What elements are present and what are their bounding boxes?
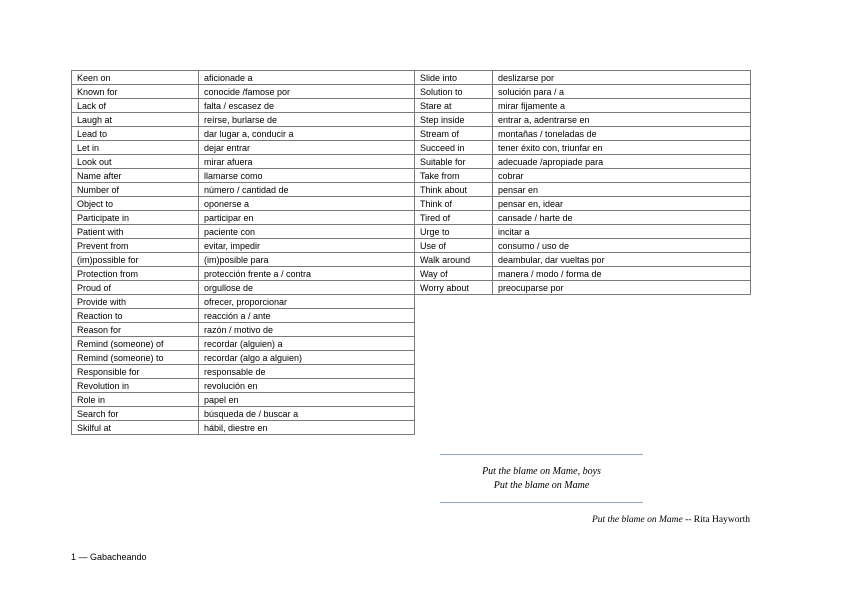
spanish-translation-cell: (im)posible para: [199, 253, 415, 267]
quote-line-1: Put the blame on Mame, boys: [482, 466, 601, 477]
english-phrase-cell: Take from: [415, 169, 493, 183]
english-phrase-cell: Let in: [72, 141, 199, 155]
english-phrase-cell: Worry about: [415, 281, 493, 295]
table-row: [72, 393, 415, 407]
spanish-translation-cell: búsqueda de / buscar a: [199, 407, 415, 421]
spanish-translation-cell: responsable de: [199, 365, 415, 379]
english-phrase-cell: Succeed in: [415, 141, 493, 155]
table-row: [415, 99, 751, 113]
spanish-translation-cell: incitar a: [493, 225, 751, 239]
table-row: [72, 351, 415, 365]
english-phrase-cell: Solution to: [415, 85, 493, 99]
spanish-translation-cell: mirar afuera: [199, 155, 415, 169]
english-phrase-cell: Remind (someone) to: [72, 351, 199, 365]
english-phrase-cell: Walk around: [415, 253, 493, 267]
table-row: [72, 281, 415, 295]
spanish-translation-cell: aficionade a: [199, 71, 415, 85]
spanish-translation-cell: ofrecer, proporcionar: [199, 295, 415, 309]
phrasal-table-left: [71, 70, 415, 435]
english-phrase-cell: Use of: [415, 239, 493, 253]
table-row: [415, 71, 751, 85]
spanish-translation-cell: adecuade /apropiade para: [493, 155, 751, 169]
english-phrase-cell: Tired of: [415, 211, 493, 225]
english-phrase-cell: Protection from: [72, 267, 199, 281]
table-row: [72, 127, 415, 141]
table-row: [72, 155, 415, 169]
english-phrase-cell: Stare at: [415, 99, 493, 113]
table-row: [72, 309, 415, 323]
english-phrase-cell: Slide into: [415, 71, 493, 85]
english-phrase-cell: Number of: [72, 183, 199, 197]
english-phrase-cell: Reaction to: [72, 309, 199, 323]
spanish-translation-cell: entrar a, adentrarse en: [493, 113, 751, 127]
spanish-translation-cell: participar en: [199, 211, 415, 225]
spanish-translation-cell: número / cantidad de: [199, 183, 415, 197]
english-phrase-cell: Skilful at: [72, 421, 199, 435]
spanish-translation-cell: razón / motivo de: [199, 323, 415, 337]
table-row: [72, 197, 415, 211]
quote-attribution: [592, 515, 750, 525]
english-phrase-cell: Role in: [72, 393, 199, 407]
table-row: [415, 197, 751, 211]
table-row: [72, 183, 415, 197]
table-row: [72, 407, 415, 421]
english-phrase-cell: Think of: [415, 197, 493, 211]
table-row: [72, 239, 415, 253]
english-phrase-cell: Lack of: [72, 99, 199, 113]
spanish-translation-cell: deambular, dar vueltas por: [493, 253, 751, 267]
artist-name: -- Rita Hayworth: [682, 515, 750, 525]
spanish-translation-cell: revolución en: [199, 379, 415, 393]
spanish-translation-cell: solución para / a: [493, 85, 751, 99]
english-phrase-cell: Search for: [72, 407, 199, 421]
spanish-translation-cell: recordar (alguien) a: [199, 337, 415, 351]
spanish-translation-cell: deslizarse por: [493, 71, 751, 85]
spanish-translation-cell: pensar en: [493, 183, 751, 197]
table-row: [72, 295, 415, 309]
table-row: [72, 225, 415, 239]
spanish-translation-cell: protección frente a / contra: [199, 267, 415, 281]
spanish-translation-cell: cansade / harte de: [493, 211, 751, 225]
table-row: [72, 99, 415, 113]
table-body: [72, 71, 415, 435]
spanish-translation-cell: manera / modo / forma de: [493, 267, 751, 281]
table-row: [72, 253, 415, 267]
spanish-translation-cell: llamarse como: [199, 169, 415, 183]
english-phrase-cell: Laugh at: [72, 113, 199, 127]
english-phrase-cell: Lead to: [72, 127, 199, 141]
english-phrase-cell: Revolution in: [72, 379, 199, 393]
spanish-translation-cell: reírse, burlarse de: [199, 113, 415, 127]
english-phrase-cell: Keen on: [72, 71, 199, 85]
english-phrase-cell: Suitable for: [415, 155, 493, 169]
table-row: [415, 211, 751, 225]
spanish-translation-cell: montañas / toneladas de: [493, 127, 751, 141]
spanish-translation-cell: paciente con: [199, 225, 415, 239]
table-row: [72, 211, 415, 225]
english-phrase-cell: Step inside: [415, 113, 493, 127]
table-row: [72, 71, 415, 85]
table-row: [415, 281, 751, 295]
table-body: [415, 71, 751, 295]
table-row: [72, 113, 415, 127]
table-row: [72, 85, 415, 99]
table-row: [415, 141, 751, 155]
table-row: [415, 85, 751, 99]
spanish-translation-cell: conocide /famose por: [199, 85, 415, 99]
table-row: [415, 155, 751, 169]
song-title: Put the blame on Mame: [591, 515, 683, 525]
table-row: [415, 253, 751, 267]
english-phrase-cell: Responsible for: [72, 365, 199, 379]
table-row: [72, 421, 415, 435]
spanish-translation-cell: cobrar: [493, 169, 751, 183]
spanish-translation-cell: papel en: [199, 393, 415, 407]
english-phrase-cell: Stream of: [415, 127, 493, 141]
english-phrase-cell: Provide with: [72, 295, 199, 309]
quote-line-2: Put the blame on Mame: [493, 480, 590, 491]
english-phrase-cell: Look out: [72, 155, 199, 169]
spanish-translation-cell: oponerse a: [199, 197, 415, 211]
english-phrase-cell: Way of: [415, 267, 493, 281]
spanish-translation-cell: consumo / uso de: [493, 239, 751, 253]
page-footer: 1 — Gabacheando: [71, 552, 147, 562]
table-row: [415, 113, 751, 127]
spanish-translation-cell: hábil, diestre en: [199, 421, 415, 435]
spanish-translation-cell: preocuparse por: [493, 281, 751, 295]
table-row: [415, 267, 751, 281]
table-row: [415, 169, 751, 183]
table-row: [72, 337, 415, 351]
spanish-translation-cell: recordar (algo a alguien): [199, 351, 415, 365]
english-phrase-cell: (im)possible for: [72, 253, 199, 267]
phrasal-table-right: [414, 70, 751, 295]
spanish-translation-cell: orgullose de: [199, 281, 415, 295]
spanish-translation-cell: pensar en, idear: [493, 197, 751, 211]
table-row: [72, 169, 415, 183]
english-phrase-cell: Proud of: [72, 281, 199, 295]
table-row: [72, 365, 415, 379]
spanish-translation-cell: reacción a / ante: [199, 309, 415, 323]
english-phrase-cell: Participate in: [72, 211, 199, 225]
table-row: [415, 183, 751, 197]
english-phrase-cell: Remind (someone) of: [72, 337, 199, 351]
spanish-translation-cell: evitar, impedir: [199, 239, 415, 253]
table-row: [72, 141, 415, 155]
table-row: [415, 225, 751, 239]
table-row: [72, 267, 415, 281]
spanish-translation-cell: tener éxito con, triunfar en: [493, 141, 751, 155]
table-row: [72, 379, 415, 393]
quote-rule-bottom: [440, 502, 643, 503]
english-phrase-cell: Urge to: [415, 225, 493, 239]
english-phrase-cell: Name after: [72, 169, 199, 183]
english-phrase-cell: Think about: [415, 183, 493, 197]
table-row: [415, 239, 751, 253]
spanish-translation-cell: mirar fijamente a: [493, 99, 751, 113]
english-phrase-cell: Object to: [72, 197, 199, 211]
english-phrase-cell: Prevent from: [72, 239, 199, 253]
english-phrase-cell: Known for: [72, 85, 199, 99]
quote-rule-top: [440, 454, 643, 455]
english-phrase-cell: Reason for: [72, 323, 199, 337]
english-phrase-cell: Patient with: [72, 225, 199, 239]
spanish-translation-cell: dejar entrar: [199, 141, 415, 155]
spanish-translation-cell: falta / escasez de: [199, 99, 415, 113]
table-row: [415, 127, 751, 141]
table-row: [72, 323, 415, 337]
spanish-translation-cell: dar lugar a, conducir a: [199, 127, 415, 141]
